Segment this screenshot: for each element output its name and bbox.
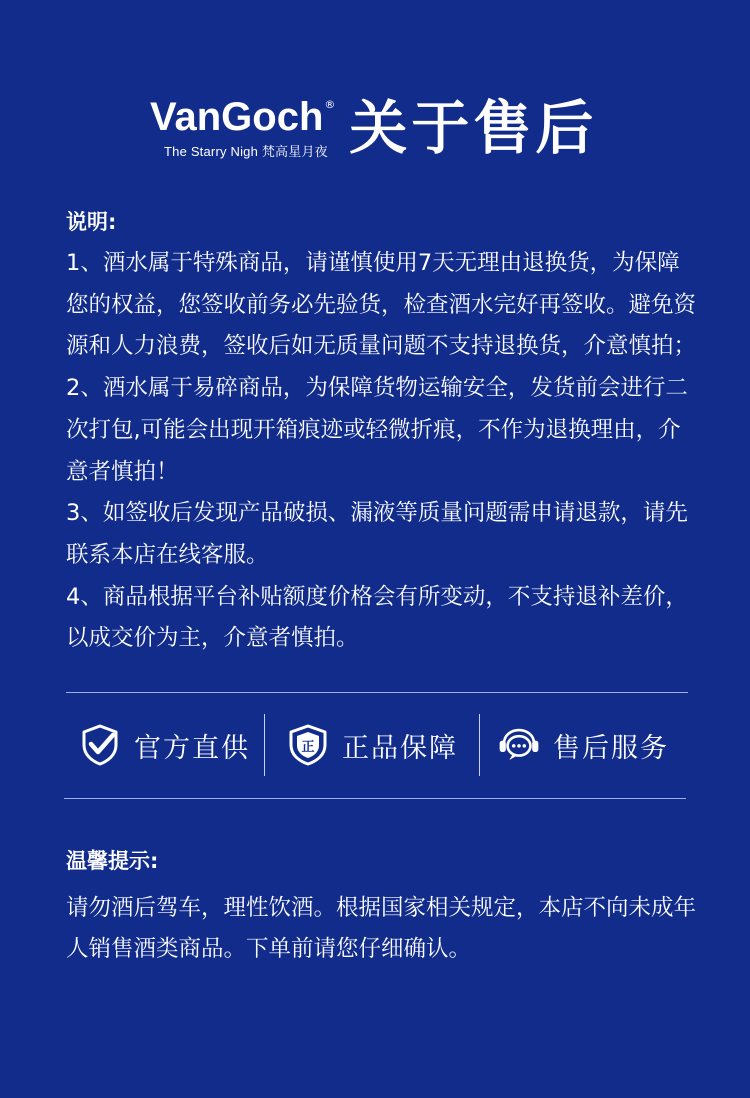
note-item: 3、如签收后发现产品破损、漏液等质量问题需申请退款，请先联系本店在线客服。 xyxy=(66,500,688,568)
tips-text: 请勿酒后驾车，理性饮酒。根据国家相关规定，本店不向未成年人销售酒类商品。下单前请您仔细确认。 xyxy=(66,895,697,962)
feature-official-supply xyxy=(64,712,264,778)
note-item: 4、商品根据平台补贴额度价格会有所变动，不支持退补差价，以成交价为主，介意者慎拍。 xyxy=(66,583,688,652)
feature-label: 售后服务 xyxy=(553,732,669,764)
feature-after-sales xyxy=(480,712,686,778)
registered-mark: ® xyxy=(324,98,336,111)
brand-name: VanGoch xyxy=(150,95,324,139)
page-title: 关于售后 xyxy=(349,94,598,162)
feature-label: 正品保障 xyxy=(342,732,458,764)
shield-genuine-icon xyxy=(286,723,330,767)
service-features xyxy=(64,712,686,778)
tips-heading: 温馨提示: xyxy=(66,849,159,873)
page-header xyxy=(150,95,597,161)
note-item: 1、酒水属于特殊商品，请谨慎使用7天无理由退换货，为保障您的权益，您签收前务必先验货，检查酒水完好再签收。避免资源和人力浪费，签收后如无质量问题不支持退换货，介意慎拍； xyxy=(66,250,697,360)
feature-genuine xyxy=(265,712,479,778)
top-divider xyxy=(66,692,688,693)
note-item: 2、酒水属于易碎商品，为保障货物运输安全，发货前会进行二次打包,可能会出现开箱痕迹或轻微折痕，不作为退换理由，介意者慎拍！ xyxy=(66,375,688,485)
shield-text: 正 xyxy=(301,740,315,755)
feature-label: 官方直供 xyxy=(134,732,250,764)
bottom-divider xyxy=(64,798,686,799)
shield-check-icon xyxy=(78,723,122,767)
chat-support-icon xyxy=(497,723,541,767)
brand-subtitle: The Starry Nigh 梵高星月夜 xyxy=(164,144,328,159)
notes-heading: 说明: xyxy=(66,210,117,234)
brand-logo xyxy=(150,96,335,160)
notes-list xyxy=(66,243,696,660)
